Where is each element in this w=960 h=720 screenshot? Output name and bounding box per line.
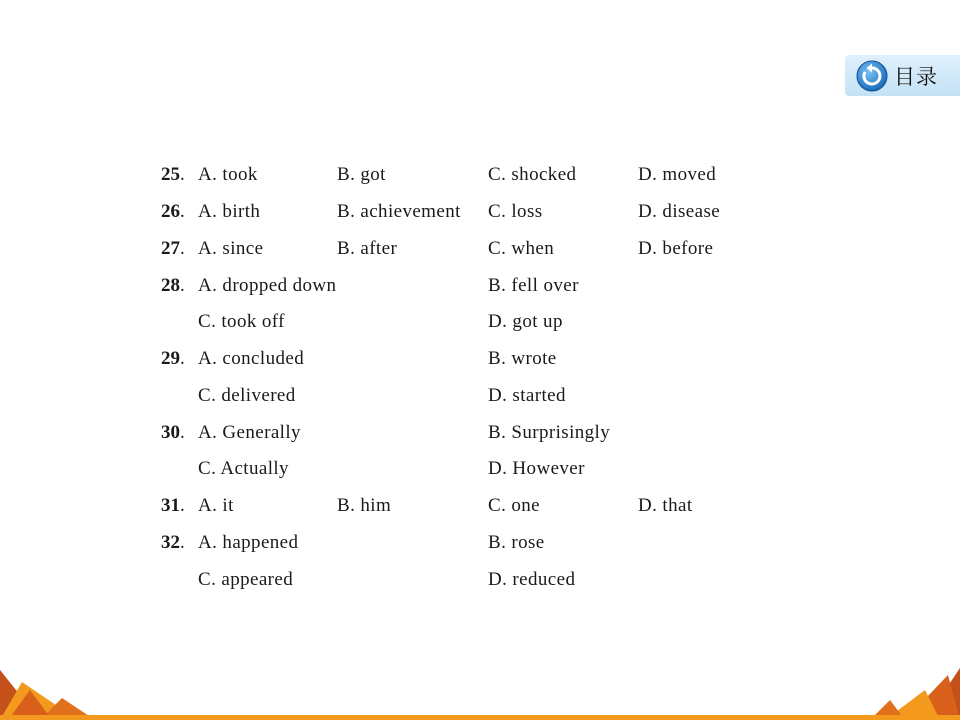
option-a: A. since [198,238,264,259]
option-a: A. dropped down [198,275,337,296]
option-d: D. reduced [488,569,576,590]
footer-decoration [0,660,960,720]
option-b: B. Surprisingly [488,422,611,443]
option-b: B. rose [488,532,545,553]
question-number: 31. [161,495,185,516]
question-number: 30. [161,422,185,443]
option-a: A. birth [198,201,261,222]
question-number: 25. [161,164,185,185]
option-d: D. that [638,495,693,516]
option-d: D. moved [638,164,717,185]
question-number: 26. [161,201,185,222]
option-b: B. him [337,495,392,516]
option-b: B. got [337,164,386,185]
option-c: C. shocked [488,164,577,185]
question-number: 28. [161,275,185,296]
toc-label: 目录 [894,64,938,89]
option-c: C. loss [488,201,543,222]
question-row-31 [0,491,960,521]
option-d: D. started [488,385,566,406]
option-c: C. one [488,495,541,516]
option-a: A. concluded [198,348,305,369]
question-number: 27. [161,238,185,259]
option-b: B. wrote [488,348,557,369]
option-d: D. disease [638,201,721,222]
question-row-26 [0,197,960,227]
option-c: C. delivered [198,385,296,406]
question-row-27 [0,234,960,264]
option-d: D. However [488,458,585,479]
question-row-30-cont [0,454,960,484]
question-number: 32. [161,532,185,553]
option-d: D. got up [488,311,563,332]
option-a: A. happened [198,532,299,553]
question-row-28 [0,271,960,301]
question-row-25 [0,160,960,190]
option-a: A. Generally [198,422,301,443]
option-c: C. Actually [198,458,289,479]
option-b: B. achievement [337,201,461,222]
question-row-30 [0,418,960,448]
question-row-32-cont [0,565,960,595]
question-number: 29. [161,348,185,369]
option-c: C. appeared [198,569,294,590]
option-c: C. took off [198,311,285,332]
option-a: A. took [198,164,258,185]
question-row-28-cont [0,307,960,337]
question-row-32 [0,528,960,558]
option-d: D. before [638,238,714,259]
option-b: B. after [337,238,398,259]
option-c: C. when [488,238,555,259]
option-b: B. fell over [488,275,579,296]
option-a: A. it [198,495,234,516]
question-row-29-cont [0,381,960,411]
question-row-29 [0,344,960,374]
